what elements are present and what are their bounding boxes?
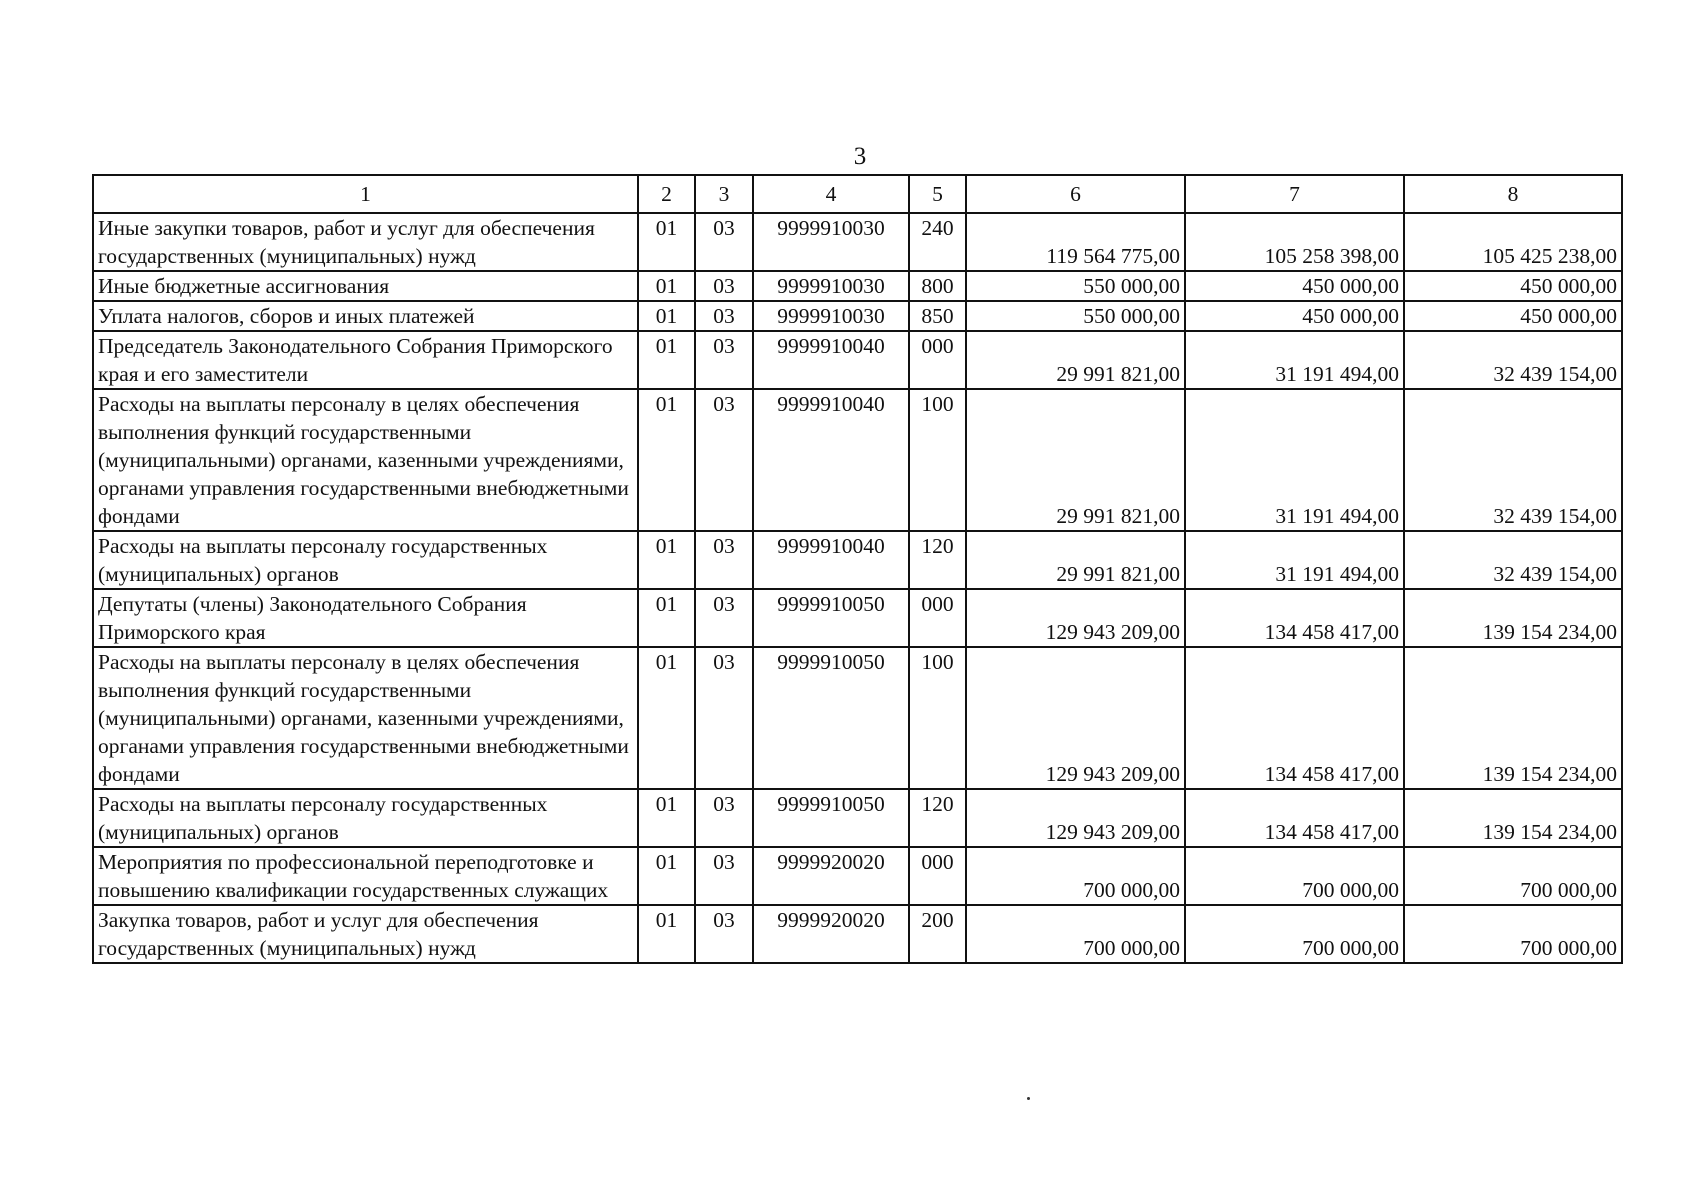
target-article-code: 9999920020 xyxy=(753,905,909,963)
amount-column-7: 450 000,00 xyxy=(1185,271,1404,301)
section-code: 01 xyxy=(638,589,695,647)
amount-column-8: 32 439 154,00 xyxy=(1404,331,1622,389)
amount-column-7: 134 458 417,00 xyxy=(1185,647,1404,789)
section-code: 01 xyxy=(638,647,695,789)
table-row xyxy=(93,847,1622,905)
row-name: Депутаты (члены) Законодательного Собрания Приморского края xyxy=(93,589,638,647)
table-row xyxy=(93,647,1622,789)
target-article-code: 9999910030 xyxy=(753,301,909,331)
subsection-code: 03 xyxy=(695,389,753,531)
subsection-code: 03 xyxy=(695,271,753,301)
expense-type-code: 000 xyxy=(909,847,966,905)
amount-column-8: 700 000,00 xyxy=(1404,905,1622,963)
column-header-2: 2 xyxy=(638,175,695,213)
column-header-8: 8 xyxy=(1404,175,1622,213)
column-header-7: 7 xyxy=(1185,175,1404,213)
expense-type-code: 800 xyxy=(909,271,966,301)
subsection-code: 03 xyxy=(695,905,753,963)
table-row xyxy=(93,213,1622,271)
subsection-code: 03 xyxy=(695,301,753,331)
section-code: 01 xyxy=(638,531,695,589)
section-code: 01 xyxy=(638,213,695,271)
target-article-code: 9999920020 xyxy=(753,847,909,905)
amount-column-8: 450 000,00 xyxy=(1404,271,1622,301)
amount-column-6: 129 943 209,00 xyxy=(966,789,1185,847)
expense-type-code: 850 xyxy=(909,301,966,331)
amount-column-6: 129 943 209,00 xyxy=(966,647,1185,789)
amount-column-7: 31 191 494,00 xyxy=(1185,531,1404,589)
target-article-code: 9999910050 xyxy=(753,589,909,647)
section-code: 01 xyxy=(638,847,695,905)
amount-column-8: 450 000,00 xyxy=(1404,301,1622,331)
target-article-code: 9999910050 xyxy=(753,789,909,847)
table-row xyxy=(93,301,1622,331)
target-article-code: 9999910040 xyxy=(753,531,909,589)
target-article-code: 9999910050 xyxy=(753,647,909,789)
amount-column-7: 134 458 417,00 xyxy=(1185,589,1404,647)
target-article-code: 9999910040 xyxy=(753,331,909,389)
table-row xyxy=(93,331,1622,389)
amount-column-8: 105 425 238,00 xyxy=(1404,213,1622,271)
row-name: Председатель Законодательного Собрания Приморского края и его заместители xyxy=(93,331,638,389)
row-name: Мероприятия по профессиональной переподготовке и повышению квалификации государственных служащих xyxy=(93,847,638,905)
column-header-4: 4 xyxy=(753,175,909,213)
table-row xyxy=(93,789,1622,847)
section-code: 01 xyxy=(638,389,695,531)
target-article-code: 9999910030 xyxy=(753,271,909,301)
amount-column-6: 129 943 209,00 xyxy=(966,589,1185,647)
row-name: Иные бюджетные ассигнования xyxy=(93,271,638,301)
section-code: 01 xyxy=(638,331,695,389)
amount-column-7: 450 000,00 xyxy=(1185,301,1404,331)
row-name: Расходы на выплаты персоналу в целях обеспечения выполнения функций государственными (муниципальными) органами, казенными учреждениями, органами управления государственными внебюджетными фондами xyxy=(93,647,638,789)
expense-type-code: 100 xyxy=(909,647,966,789)
amount-column-6: 700 000,00 xyxy=(966,905,1185,963)
section-code: 01 xyxy=(638,789,695,847)
subsection-code: 03 xyxy=(695,589,753,647)
amount-column-8: 139 154 234,00 xyxy=(1404,789,1622,847)
amount-column-6: 29 991 821,00 xyxy=(966,531,1185,589)
table-row xyxy=(93,389,1622,531)
column-header-1: 1 xyxy=(93,175,638,213)
table-row xyxy=(93,589,1622,647)
expense-type-code: 120 xyxy=(909,531,966,589)
amount-column-8: 700 000,00 xyxy=(1404,847,1622,905)
amount-column-7: 31 191 494,00 xyxy=(1185,389,1404,531)
amount-column-8: 32 439 154,00 xyxy=(1404,389,1622,531)
amount-column-6: 29 991 821,00 xyxy=(966,331,1185,389)
amount-column-8: 32 439 154,00 xyxy=(1404,531,1622,589)
column-header-5: 5 xyxy=(909,175,966,213)
row-name: Расходы на выплаты персоналу в целях обеспечения выполнения функций государственными (муниципальными) органами, казенными учреждениями, органами управления государственными внебюджетными фондами xyxy=(93,389,638,531)
table-row xyxy=(93,905,1622,963)
budget-table xyxy=(92,174,1623,964)
subsection-code: 03 xyxy=(695,647,753,789)
amount-column-7: 700 000,00 xyxy=(1185,905,1404,963)
amount-column-7: 700 000,00 xyxy=(1185,847,1404,905)
expense-type-code: 120 xyxy=(909,789,966,847)
expense-type-code: 200 xyxy=(909,905,966,963)
subsection-code: 03 xyxy=(695,847,753,905)
expense-type-code: 240 xyxy=(909,213,966,271)
section-code: 01 xyxy=(638,271,695,301)
amount-column-6: 29 991 821,00 xyxy=(966,389,1185,531)
amount-column-6: 119 564 775,00 xyxy=(966,213,1185,271)
row-name: Расходы на выплаты персоналу государственных (муниципальных) органов xyxy=(93,789,638,847)
row-name: Закупка товаров, работ и услуг для обеспечения государственных (муниципальных) нужд xyxy=(93,905,638,963)
subsection-code: 03 xyxy=(695,331,753,389)
table-row xyxy=(93,531,1622,589)
target-article-code: 9999910040 xyxy=(753,389,909,531)
expense-type-code: 100 xyxy=(909,389,966,531)
target-article-code: 9999910030 xyxy=(753,213,909,271)
scan-speck xyxy=(1027,1097,1030,1100)
header-row xyxy=(93,175,1622,213)
amount-column-6: 550 000,00 xyxy=(966,301,1185,331)
amount-column-6: 550 000,00 xyxy=(966,271,1185,301)
amount-column-8: 139 154 234,00 xyxy=(1404,647,1622,789)
page-number: 3 xyxy=(853,143,867,170)
row-name: Иные закупки товаров, работ и услуг для обеспечения государственных (муниципальных) нужд xyxy=(93,213,638,271)
column-header-3: 3 xyxy=(695,175,753,213)
row-name: Уплата налогов, сборов и иных платежей xyxy=(93,301,638,331)
expense-type-code: 000 xyxy=(909,589,966,647)
amount-column-7: 31 191 494,00 xyxy=(1185,331,1404,389)
amount-column-6: 700 000,00 xyxy=(966,847,1185,905)
amount-column-8: 139 154 234,00 xyxy=(1404,589,1622,647)
table-row xyxy=(93,271,1622,301)
amount-column-7: 105 258 398,00 xyxy=(1185,213,1404,271)
section-code: 01 xyxy=(638,301,695,331)
subsection-code: 03 xyxy=(695,531,753,589)
section-code: 01 xyxy=(638,905,695,963)
row-name: Расходы на выплаты персоналу государственных (муниципальных) органов xyxy=(93,531,638,589)
expense-type-code: 000 xyxy=(909,331,966,389)
column-header-6: 6 xyxy=(966,175,1185,213)
subsection-code: 03 xyxy=(695,213,753,271)
subsection-code: 03 xyxy=(695,789,753,847)
amount-column-7: 134 458 417,00 xyxy=(1185,789,1404,847)
